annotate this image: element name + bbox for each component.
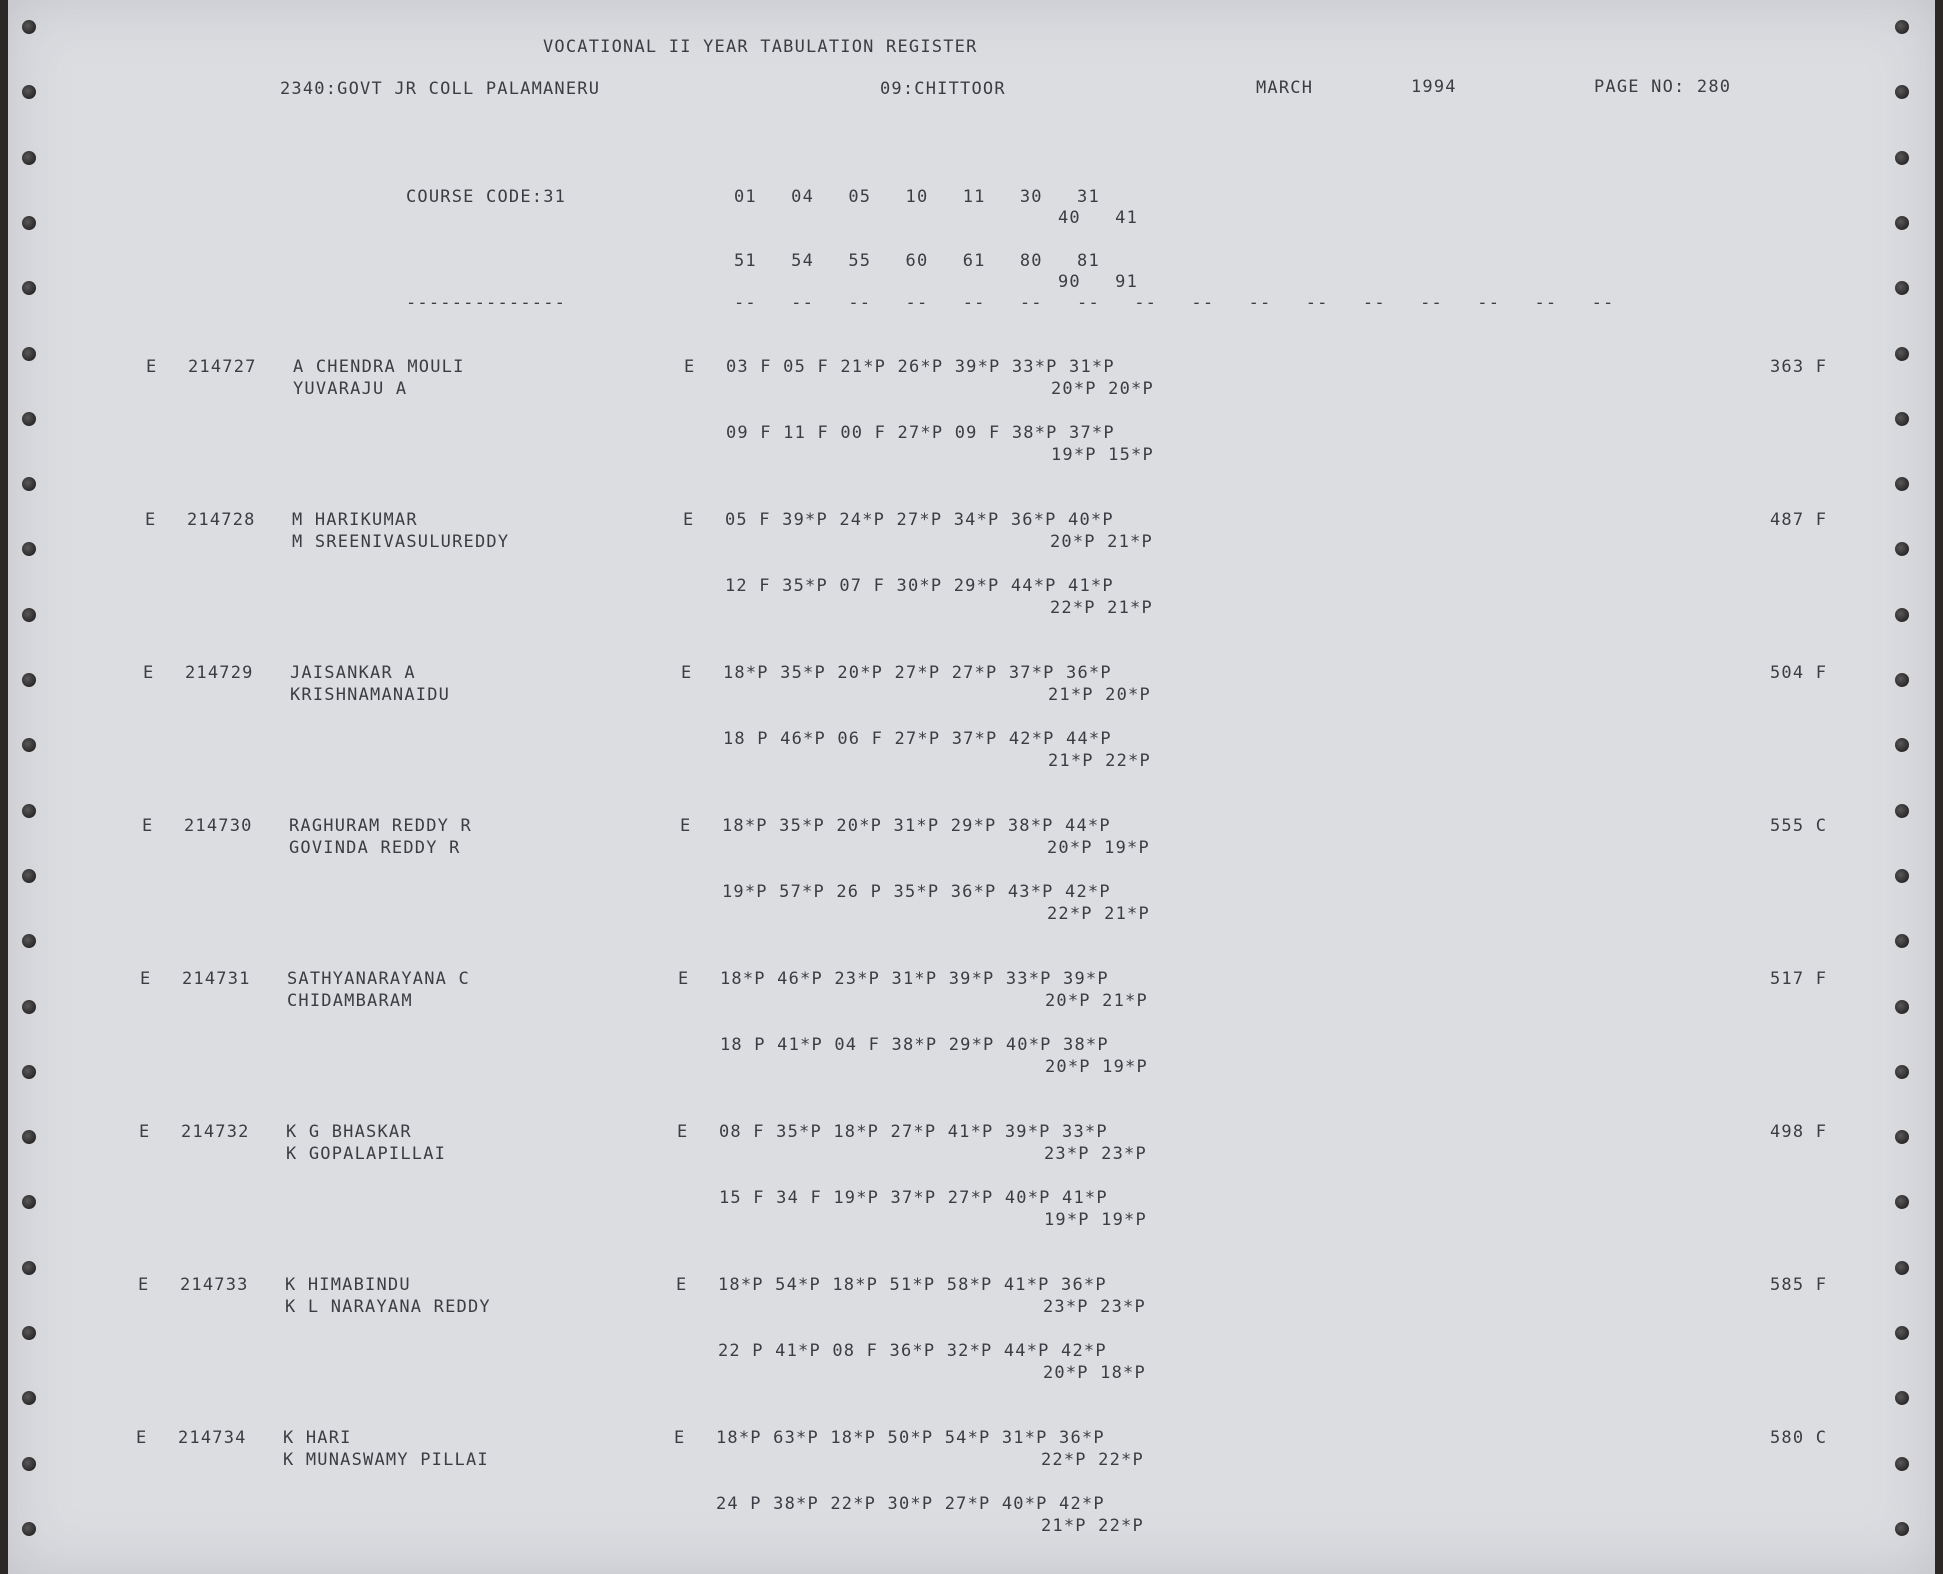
tractor-hole: [1895, 1391, 1909, 1405]
marks-line-2: 24 P 38*P 22*P 30*P 27*P 40*P 42*P: [716, 1494, 1105, 1514]
student-name: M HARIKUMAR: [292, 510, 418, 530]
record-flag: E: [140, 969, 152, 989]
marks-line-1: 03 F 05 F 21*P 26*P 39*P 33*P 31*P: [726, 357, 1115, 377]
marks-line-1-sub: 23*P 23*P: [1044, 1144, 1147, 1164]
record-flag: E: [136, 1428, 148, 1448]
tractor-hole: [22, 673, 36, 687]
medium-code: E: [674, 1428, 686, 1448]
page-number: PAGE NO: 280: [1594, 77, 1732, 97]
college-name: 2340:GOVT JR COLL PALAMANERU: [280, 79, 601, 99]
tractor-hole: [22, 216, 36, 230]
tractor-hole: [1895, 347, 1909, 361]
tractor-hole: [22, 608, 36, 622]
tractor-hole: [22, 1000, 36, 1014]
marks-line-1-sub: 21*P 20*P: [1048, 685, 1151, 705]
marks-line-1: 18*P 46*P 23*P 31*P 39*P 33*P 39*P: [720, 969, 1109, 989]
marks-line-1-sub: 20*P 20*P: [1051, 379, 1154, 399]
record-flag: E: [146, 357, 158, 377]
hall-ticket-number: 214733: [180, 1275, 249, 1295]
tractor-hole: [22, 1130, 36, 1144]
medium-code: E: [680, 816, 692, 836]
record-flag: E: [142, 816, 154, 836]
student-name: JAISANKAR A: [290, 663, 416, 683]
tractor-hole: [22, 412, 36, 426]
medium-code: E: [684, 357, 696, 377]
father-name: YUVARAJU A: [293, 379, 408, 399]
father-name: M SREENIVASULUREDDY: [292, 532, 510, 552]
tractor-hole: [22, 1326, 36, 1340]
tractor-hole: [22, 542, 36, 556]
student-name: RAGHURAM REDDY R: [289, 816, 472, 836]
student-name: K G BHASKAR: [286, 1122, 412, 1142]
right-tractor-holes: [1895, 0, 1925, 1574]
marks-line-1-sub: 20*P 21*P: [1050, 532, 1153, 552]
hall-ticket-number: 214728: [187, 510, 256, 530]
marks-line-1-sub: 20*P 19*P: [1047, 838, 1150, 858]
marks-line-1-sub: 20*P 21*P: [1045, 991, 1148, 1011]
tractor-hole: [1895, 673, 1909, 687]
subject-codes-row1: 01 04 05 10 11 30 31: [734, 187, 1100, 207]
tractor-hole: [1895, 1261, 1909, 1275]
tractor-hole: [22, 85, 36, 99]
student-name: K HIMABINDU: [285, 1275, 411, 1295]
total-result: 498 F: [1770, 1122, 1828, 1142]
marks-line-2: 18 P 41*P 04 F 38*P 29*P 40*P 38*P: [720, 1035, 1109, 1055]
tractor-hole: [1895, 412, 1909, 426]
marks-line-1: 08 F 35*P 18*P 27*P 41*P 39*P 33*P: [719, 1122, 1108, 1142]
father-name: GOVINDA REDDY R: [289, 838, 461, 858]
father-name: K MUNASWAMY PILLAI: [283, 1450, 489, 1470]
marks-line-2: 18 P 46*P 06 F 27*P 37*P 42*P 44*P: [723, 729, 1112, 749]
marks-line-1-sub: 22*P 22*P: [1041, 1450, 1144, 1470]
tractor-hole: [1895, 869, 1909, 883]
marks-line-1: 05 F 39*P 24*P 27*P 34*P 36*P 40*P: [725, 510, 1114, 530]
column-underline: -- -- -- -- -- -- -- -- -- -- -- -- -- -- -- --: [734, 293, 1615, 313]
hall-ticket-number: 214734: [178, 1428, 247, 1448]
medium-code: E: [678, 969, 690, 989]
tractor-hole: [1895, 1000, 1909, 1014]
marks-line-2: 15 F 34 F 19*P 37*P 27*P 40*P 41*P: [719, 1188, 1108, 1208]
marks-line-2-sub: 21*P 22*P: [1041, 1516, 1144, 1536]
hall-ticket-number: 214730: [184, 816, 253, 836]
tractor-hole: [1895, 738, 1909, 752]
marks-line-2-sub: 22*P 21*P: [1050, 598, 1153, 618]
total-result: 580 C: [1770, 1428, 1828, 1448]
exam-year: 1994: [1411, 77, 1457, 97]
tractor-hole: [22, 1261, 36, 1275]
marks-line-1: 18*P 35*P 20*P 27*P 27*P 37*P 36*P: [723, 663, 1112, 683]
total-result: 504 F: [1770, 663, 1828, 683]
tractor-hole: [1895, 20, 1909, 34]
total-result: 555 C: [1770, 816, 1828, 836]
tractor-hole: [1895, 1130, 1909, 1144]
total-result: 585 F: [1770, 1275, 1828, 1295]
marks-line-1-sub: 23*P 23*P: [1043, 1297, 1146, 1317]
medium-code: E: [676, 1275, 688, 1295]
left-tractor-holes: [22, 0, 52, 1574]
subject-codes-row2: 51 54 55 60 61 80 81: [734, 251, 1100, 271]
marks-line-1: 18*P 35*P 20*P 31*P 29*P 38*P 44*P: [722, 816, 1111, 836]
marks-line-2: 09 F 11 F 00 F 27*P 09 F 38*P 37*P: [726, 423, 1115, 443]
total-result: 363 F: [1770, 357, 1828, 377]
record-flag: E: [139, 1122, 151, 1142]
hall-ticket-number: 214732: [181, 1122, 250, 1142]
tractor-hole: [1895, 1326, 1909, 1340]
district-name: 09:CHITTOOR: [880, 79, 1006, 99]
course-code-label: COURSE CODE:31: [406, 187, 567, 207]
record-flag: E: [138, 1275, 150, 1295]
subject-codes-row2-sub: 90 91: [1058, 272, 1139, 292]
tractor-hole: [1895, 477, 1909, 491]
tractor-hole: [22, 934, 36, 948]
tractor-hole: [22, 151, 36, 165]
tractor-hole: [22, 20, 36, 34]
father-name: K L NARAYANA REDDY: [285, 1297, 491, 1317]
student-name: A CHENDRA MOULI: [293, 357, 465, 377]
tractor-hole: [22, 804, 36, 818]
tractor-hole: [22, 477, 36, 491]
hall-ticket-number: 214727: [188, 357, 257, 377]
subject-codes-row1-sub: 40 41: [1058, 208, 1139, 228]
total-result: 517 F: [1770, 969, 1828, 989]
marks-line-1: 18*P 54*P 18*P 51*P 58*P 41*P 36*P: [718, 1275, 1107, 1295]
marks-line-2: 22 P 41*P 08 F 36*P 32*P 44*P 42*P: [718, 1341, 1107, 1361]
record-flag: E: [145, 510, 157, 530]
exam-month: MARCH: [1256, 78, 1314, 98]
record-flag: E: [143, 663, 155, 683]
tabulation-sheet: [8, 0, 1935, 1574]
tractor-hole: [1895, 1522, 1909, 1536]
tractor-hole: [1895, 151, 1909, 165]
tractor-hole: [22, 1065, 36, 1079]
marks-line-2: 19*P 57*P 26 P 35*P 36*P 43*P 42*P: [722, 882, 1111, 902]
tractor-hole: [1895, 934, 1909, 948]
marks-line-2-sub: 22*P 21*P: [1047, 904, 1150, 924]
father-name: KRISHNAMANAIDU: [290, 685, 451, 705]
tractor-hole: [1895, 1457, 1909, 1471]
hall-ticket-number: 214731: [182, 969, 251, 989]
tractor-hole: [1895, 281, 1909, 295]
tractor-hole: [22, 1457, 36, 1471]
tractor-hole: [1895, 85, 1909, 99]
label-underline: --------------: [406, 293, 567, 313]
tractor-hole: [1895, 542, 1909, 556]
tractor-hole: [22, 1195, 36, 1209]
marks-line-1: 18*P 63*P 18*P 50*P 54*P 31*P 36*P: [716, 1428, 1105, 1448]
tractor-hole: [22, 1522, 36, 1536]
medium-code: E: [683, 510, 695, 530]
register-title: VOCATIONAL II YEAR TABULATION REGISTER: [543, 37, 978, 57]
medium-code: E: [677, 1122, 689, 1142]
tractor-hole: [22, 869, 36, 883]
father-name: CHIDAMBARAM: [287, 991, 413, 1011]
tractor-hole: [1895, 608, 1909, 622]
total-result: 487 F: [1770, 510, 1828, 530]
marks-line-2: 12 F 35*P 07 F 30*P 29*P 44*P 41*P: [725, 576, 1114, 596]
marks-line-2-sub: 20*P 18*P: [1043, 1363, 1146, 1383]
tractor-hole: [1895, 804, 1909, 818]
marks-line-2-sub: 21*P 22*P: [1048, 751, 1151, 771]
tractor-hole: [22, 1391, 36, 1405]
tractor-hole: [22, 281, 36, 295]
marks-line-2-sub: 20*P 19*P: [1045, 1057, 1148, 1077]
tractor-hole: [22, 347, 36, 361]
student-name: K HARI: [283, 1428, 352, 1448]
marks-line-2-sub: 19*P 19*P: [1044, 1210, 1147, 1230]
hall-ticket-number: 214729: [185, 663, 254, 683]
tractor-hole: [1895, 1065, 1909, 1079]
tractor-hole: [22, 738, 36, 752]
medium-code: E: [681, 663, 693, 683]
father-name: K GOPALAPILLAI: [286, 1144, 447, 1164]
tractor-hole: [1895, 1195, 1909, 1209]
marks-line-2-sub: 19*P 15*P: [1051, 445, 1154, 465]
tractor-hole: [1895, 216, 1909, 230]
student-name: SATHYANARAYANA C: [287, 969, 470, 989]
